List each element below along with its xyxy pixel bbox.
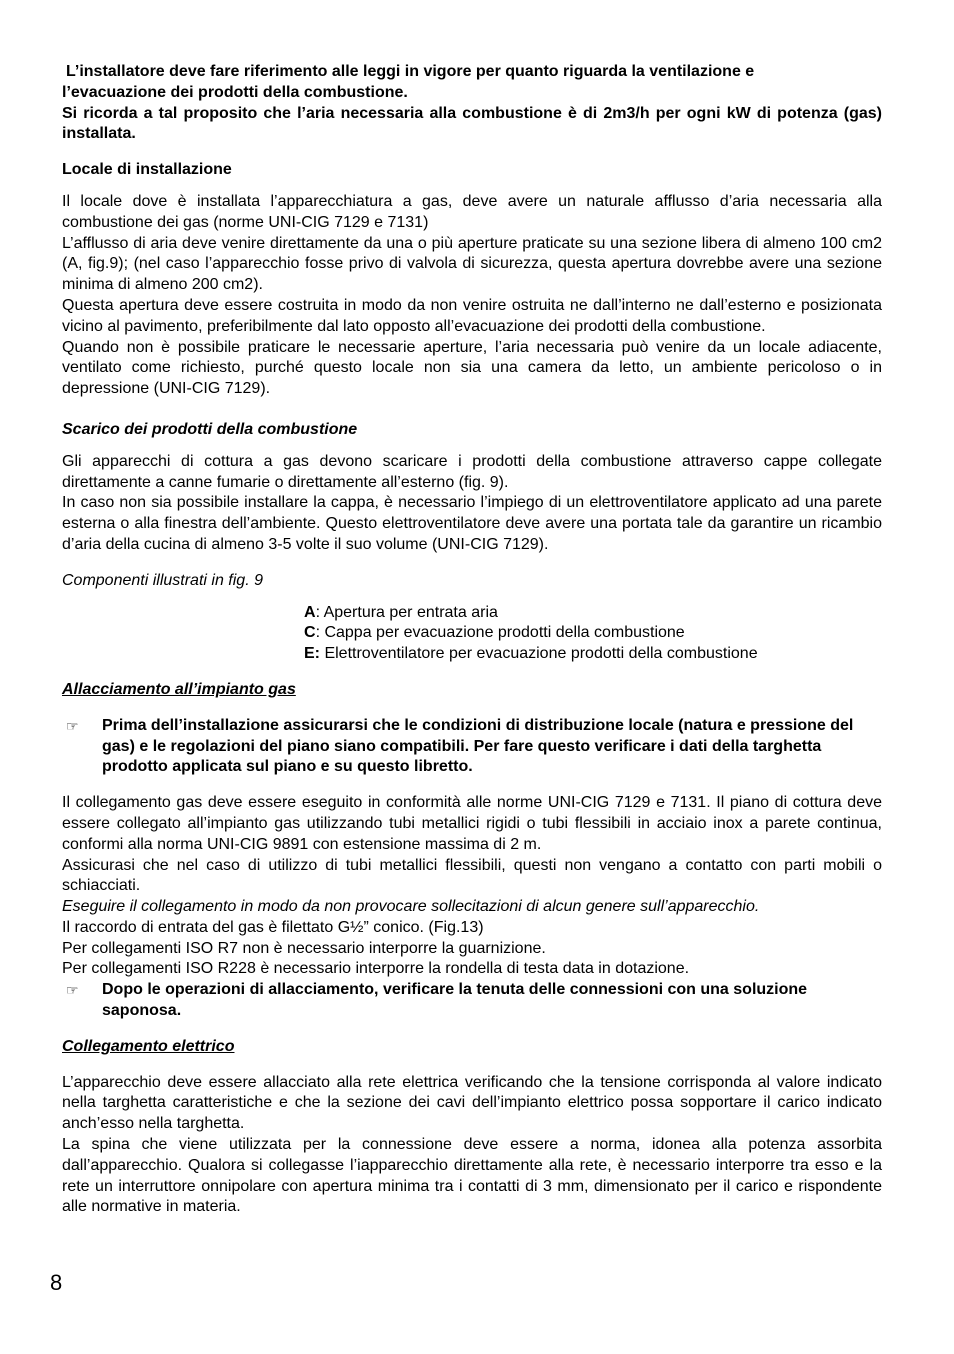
locale-paragraph-2: L’afflusso di aria deve venire direttamente da una o più aperture praticate su una sezione libera di almeno 100 cm2 (A, fig.9); (nel caso l’apparecchio fosse privo di valvola di sicurezza, questa apertura dovrebbe avere una sezione minima di almeno 200 cm2). [62, 234, 882, 294]
scarico-paragraph-2: In caso non sia possibile installare la cappa, è necessario l’impiego di un elettroventilatore applicato ad una parete esterna o alla finestra dell’ambiente. Questo elettroventilatore deve avere una portata tale da garantire un ricambio d’aria della cucina di almeno 3-5 volte il suo volume (UNI-CIG 7129). [62, 494, 882, 553]
components-caption: Componenti illustrati in fig. 9 [62, 571, 263, 589]
legend-item [304, 644, 882, 665]
section-heading-scarico: Scarico dei prodotti della combustione [62, 420, 358, 438]
gas-note-1 [62, 716, 882, 778]
pointing-hand-icon: ☞ [66, 982, 79, 999]
gas-paragraph-6: Per collegamenti ISO R228 è necessario interporre la rondella di testa data in dotazione. [62, 960, 690, 978]
legend-key: A [304, 603, 316, 621]
legend-item [304, 623, 882, 644]
manual-page [62, 62, 882, 1218]
legend-text: Elettroventilatore per evacuazione prodotti della combustione [320, 645, 758, 663]
gas-note-1-text: Prima dell’installazione assicurarsi che le condizioni di distribuzione locale (natura e pressione del gas) e le regolazioni del piano siano compatibili. Per fare questo verificare i dati della targhetta prodotto applicata sul piano e su questo libretto. [102, 716, 854, 776]
gas-paragraph-4: Il raccordo di entrata del gas è filettato G½” conico. (Fig.13) [62, 918, 484, 936]
intro-paragraph: Si ricorda a tal proposito che l’aria necessaria alla combustione è di 2m3/h per ogni kW di potenza (gas) installata. [62, 104, 882, 143]
gas-paragraph-2: Assicurasi che nel caso di utilizzo di tubi metallici flessibili, questi non vengano a contatto con parti mobili o schiacciati. [62, 856, 882, 895]
locale-paragraph-3: Questa apertura deve essere costruita in modo da non venire ostruita ne dall’interno ne dall’esterno e posizionata vicino al pavimento, preferibilmente dal lato opposto all’evacuazione dei prodotti della combustione. [62, 296, 882, 335]
legend-item [304, 603, 882, 624]
scarico-paragraph-1: Gli apparecchi di cottura a gas devono scaricare i prodotti della combustione attraverso cappe collegate direttamente a canne fumarie o direttamente all’esterno (fig. 9). [62, 452, 882, 491]
elettrico-paragraph-1: L’apparecchio deve essere allacciato alla rete elettrica verificando che la tensione corrisponda al valore indicato nella targhetta caratteristiche e che la sezione dei cavi dell’impianto elettrico possa sopportare il carico indicato anch’esso nella targhetta. [62, 1073, 882, 1133]
legend-key: E: [304, 645, 320, 663]
page-number: 8 [50, 1270, 63, 1295]
intro-line-1: L’installatore deve fare riferimento alle leggi in vigore per quanto riguarda la ventilazione e [66, 63, 755, 80]
components-legend [62, 603, 882, 665]
elettrico-paragraph-2: La spina che viene utilizzata per la connessione deve essere a norma, idonea alla potenza assorbita dall’apparecchio. Qualora si collegasse l’iapparecchio direttamente alla rete, è necessario interporre tra esso e la rete un interruttore onnipolare con apertura minima tra i contatti di 3 mm, dimensionato per il carico e rispondente alle normative in materia. [62, 1136, 882, 1216]
intro-line-2: l’evacuazione dei prodotti della combustione. [62, 83, 408, 101]
section-heading-elettrico: Collegamento elettrico [62, 1037, 235, 1055]
legend-key: C [304, 624, 316, 642]
gas-paragraph-3: Eseguire il collegamento in modo da non provocare sollecitazioni di alcun genere sull’apparecchio. [62, 898, 760, 916]
section-heading-gas: Allacciamento all’impianto gas [62, 680, 296, 698]
gas-note-2-text: Dopo le operazioni di allacciamento, verificare la tenuta delle connessioni con una soluzione saponosa. [102, 981, 808, 1020]
legend-text: : Cappa per evacuazione prodotti della combustione [315, 624, 685, 642]
gas-paragraph-5: Per collegamenti ISO R7 non è necessario interporre la guarnizione. [62, 939, 546, 957]
gas-note-2 [62, 980, 882, 1022]
legend-text: : Apertura per entrata aria [315, 603, 498, 621]
locale-paragraph-4: Quando non è possibile praticare le necessarie aperture, l’aria necessaria può venire da un locale adiacente, ventilato come richiesto, purché questo locale non sia una camera da letto, un ambiente pericoloso o in depressione (UNI-CIG 7129). [62, 338, 882, 398]
locale-paragraph-1: Il locale dove è installata l’apparecchiatura a gas, deve avere un naturale afflusso d’aria necessaria alla combustione dei gas (norme UNI-CIG 7129 e 7131) [62, 192, 882, 231]
section-heading-locale: Locale di installazione [62, 161, 232, 179]
pointing-hand-icon: ☞ [66, 717, 79, 734]
gas-paragraph-1: Il collegamento gas deve essere eseguito in conformità alle norme UNI-CIG 7129 e 7131. Il piano di cottura deve essere collegato all’impianto gas utilizzando tubi metallici rigidi o tubi flessibili in acciaio inox a parete continua, conformi alla norma UNI-CIG 9891 con estensione massima di 2 m. [62, 794, 882, 853]
